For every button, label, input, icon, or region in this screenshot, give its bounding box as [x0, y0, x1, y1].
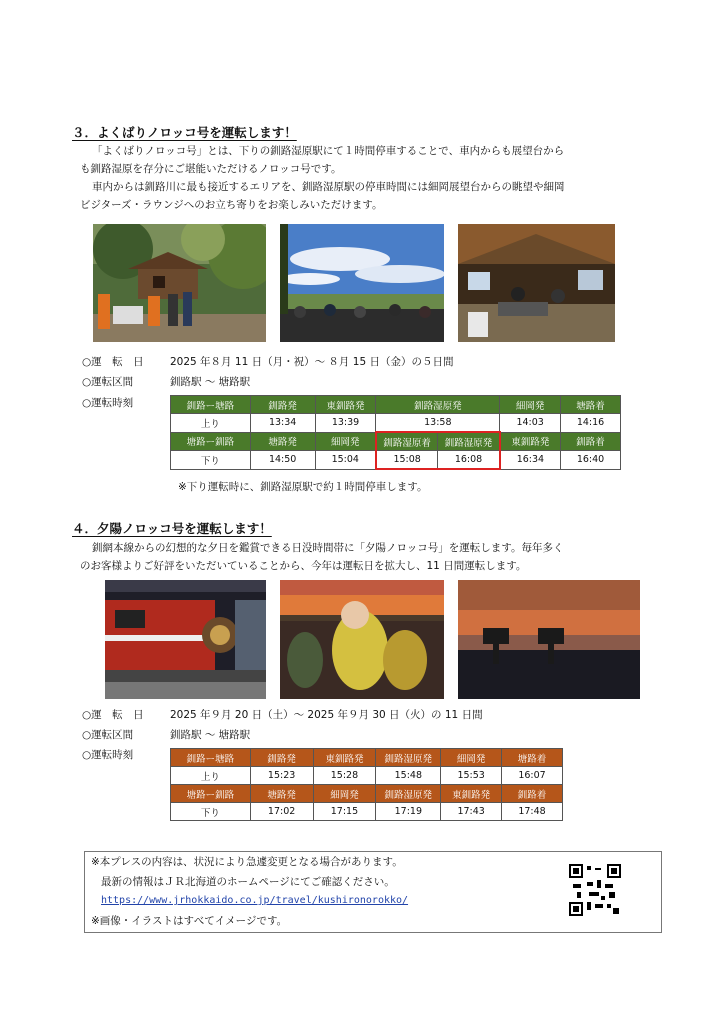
header-cell-highlight: 釧路湿原発 — [438, 432, 500, 451]
table-cell: 13:39 — [315, 414, 376, 433]
header-cell: 釧路ー塘路 — [171, 749, 251, 767]
sec3-up-header-row — [171, 396, 621, 414]
table-cell: 15:48 — [376, 767, 441, 785]
notice-url-link[interactable]: https://www.jrhokkaido.co.jp/travel/kushironorokko/ — [101, 895, 409, 906]
photo-sunset-window — [280, 580, 444, 699]
sec4-date-label: ○運 転 日 — [82, 709, 144, 721]
table-cell: 上り — [171, 767, 251, 785]
header-cell: 細岡発 — [313, 785, 376, 803]
notice-line4: ※画像・イラストはすべてイメージです。 — [91, 915, 288, 927]
sec4-section-label: ○運転区間 — [82, 729, 134, 741]
table-cell: 16:07 — [502, 767, 563, 785]
photo-sunset-sky — [458, 580, 640, 699]
header-cell: 釧路ー塘路 — [171, 396, 251, 414]
table-cell: 17:15 — [313, 803, 376, 821]
section-3-para2-line2: ビジターズ・ラウンジへのお立ち寄りをお楽しみいただけます。 — [80, 199, 383, 211]
section-3-heading: ３．よくばりノロッコ号を運転します！ — [72, 125, 297, 140]
table-cell-highlight: 16:08 — [438, 451, 500, 470]
table-cell: 17:43 — [441, 803, 502, 821]
sec3-section-label: ○運転区間 — [82, 376, 134, 388]
header-cell-highlight: 釧路湿原着 — [376, 432, 438, 451]
sec4-date-value: 2025 年９月 20 日（土）～ 2025 年９月 30 日（火）の 11 日間 — [170, 709, 483, 721]
section-4-para-line2: のお客様よりご好評をいただいていることから、今年は運転日を拡大し、11 日間運転します。 — [80, 560, 527, 572]
header-cell: 釧路湿原発 — [376, 749, 441, 767]
sec4-timetable-label: ○運転時刻 — [82, 749, 134, 761]
header-cell: 細岡発 — [500, 396, 561, 414]
photo-wetland-view — [280, 224, 444, 342]
qr-code-icon[interactable] — [569, 864, 621, 916]
table-cell: 15:23 — [250, 767, 313, 785]
table-cell: 13:34 — [250, 414, 315, 433]
sec3-down-header-row — [171, 432, 621, 451]
table-cell: 15:04 — [315, 451, 376, 470]
section-3-para1-line1: 「よくばりノロッコ号」とは、下りの釧路湿原駅にて１時間停車することで、車内からも展望台から — [92, 145, 565, 157]
notice-line1: ※本プレスの内容は、状況により急遽変更となる場合があります。 — [91, 856, 403, 868]
header-cell: 細岡発 — [315, 432, 376, 451]
table-cell: 17:02 — [250, 803, 313, 821]
table-cell: 14:03 — [500, 414, 561, 433]
sec4-timetable — [170, 748, 563, 821]
sec3-footnote: ※下り運転時に、釧路湿原駅で約１時間停車します。 — [178, 481, 428, 493]
sec4-section-value: 釧路駅 〜 塘路駅 — [170, 729, 251, 741]
photo-observatory — [93, 224, 266, 342]
sec3-up-row — [171, 414, 621, 433]
table-cell: 下り — [171, 803, 251, 821]
table-cell: 15:53 — [441, 767, 502, 785]
sec3-timetable — [170, 395, 621, 470]
table-cell: 下り — [171, 451, 251, 470]
sec4-up-row — [171, 767, 563, 785]
table-cell: 上り — [171, 414, 251, 433]
sec4-down-row — [171, 803, 563, 821]
header-cell: 塘路発 — [250, 432, 315, 451]
header-cell: 塘路ー釧路 — [171, 432, 251, 451]
header-cell: 東釧路発 — [313, 749, 376, 767]
header-cell: 釧路着 — [561, 432, 621, 451]
table-cell: 13:58 — [376, 414, 500, 433]
table-cell: 15:28 — [313, 767, 376, 785]
table-cell: 16:34 — [500, 451, 561, 470]
table-cell: 14:50 — [250, 451, 315, 470]
header-cell: 塘路発 — [250, 785, 313, 803]
notice-box — [84, 851, 662, 933]
header-cell: 細岡発 — [441, 749, 502, 767]
sec3-timetable-label: ○運転時刻 — [82, 397, 134, 409]
header-cell: 塘路ー釧路 — [171, 785, 251, 803]
photo-visitors-lounge — [458, 224, 615, 342]
header-cell: 塘路着 — [561, 396, 621, 414]
header-cell: 釧路発 — [250, 396, 315, 414]
section-3-para2-line1: 車内からは釧路川に最も接近するエリアを、釧路湿原駅の停車時間には細岡展望台からの眺望や細岡 — [92, 181, 565, 193]
sec3-section-value: 釧路駅 〜 塘路駅 — [170, 376, 251, 388]
notice-line2: 最新の情報はＪＲ北海道のホームページにてご確認ください。 — [101, 876, 395, 888]
section-3-para1-line2: も釧路湿原を存分にご堪能いただけるノロッコ号です。 — [80, 163, 342, 175]
header-cell: 東釧路発 — [315, 396, 376, 414]
header-cell: 東釧路発 — [441, 785, 502, 803]
sec4-up-header-row — [171, 749, 563, 767]
table-cell-highlight: 15:08 — [376, 451, 438, 470]
section-4-para-line1: 釧網本線からの幻想的な夕日を鑑賞できる日没時間帯に「夕陽ノロッコ号」を運転します。毎年多く — [92, 542, 564, 554]
header-cell: 釧路発 — [250, 749, 313, 767]
header-cell: 釧路湿原発 — [376, 396, 500, 414]
section-4-heading: ４．夕陽ノロッコ号を運転します！ — [72, 521, 272, 536]
table-cell: 16:40 — [561, 451, 621, 470]
table-cell: 17:19 — [376, 803, 441, 821]
sec3-date-value: 2025 年８月 11 日（月・祝）～ ８月 15 日（金）の５日間 — [170, 356, 454, 368]
header-cell: 塘路着 — [502, 749, 563, 767]
header-cell: 釧路湿原発 — [376, 785, 441, 803]
header-cell: 釧路着 — [502, 785, 563, 803]
sec4-down-header-row — [171, 785, 563, 803]
photo-locomotive — [105, 580, 266, 699]
table-cell: 14:16 — [561, 414, 621, 433]
sec3-down-row — [171, 451, 621, 470]
header-cell: 東釧路発 — [500, 432, 561, 451]
table-cell: 17:48 — [502, 803, 563, 821]
sec3-date-label: ○運 転 日 — [82, 356, 144, 368]
